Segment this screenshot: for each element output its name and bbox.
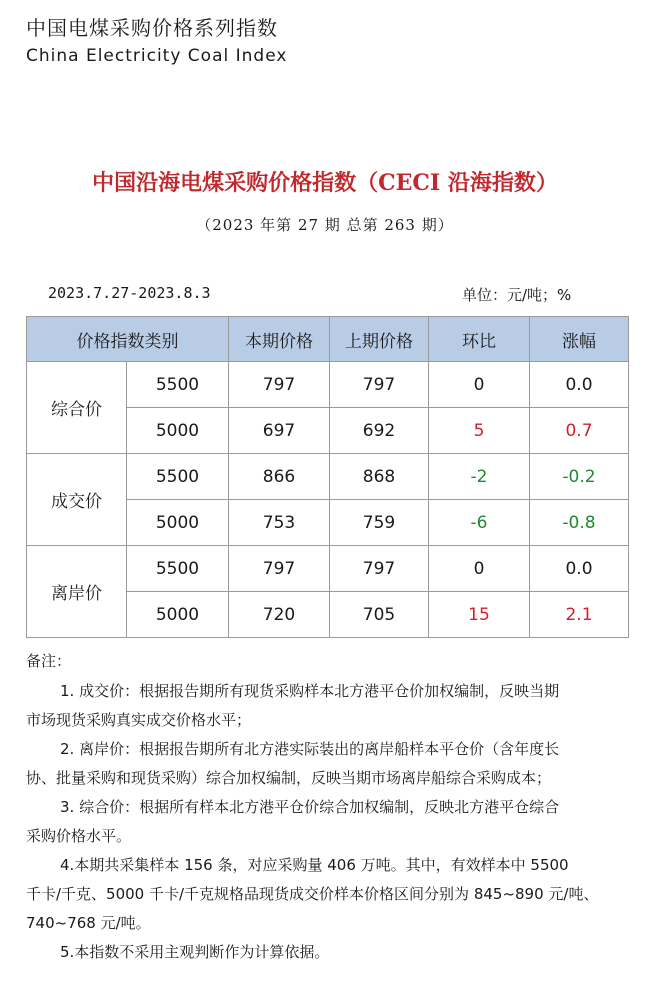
price-index-table — [26, 316, 629, 638]
previous-price-cell: 797 — [330, 362, 429, 408]
spec-cell: 5500 — [127, 454, 229, 500]
column-header: 上期价格 — [330, 317, 429, 362]
current-price-cell: 720 — [229, 592, 330, 638]
spec-cell: 5000 — [127, 408, 229, 454]
pct-cell: 0.7 — [530, 408, 629, 454]
spec-cell: 5500 — [127, 546, 229, 592]
column-header: 涨幅 — [530, 317, 629, 362]
note-item: 4.本期共采集样本 156 条，对应采购量 406 万吨。其中，有效样本中 5500 — [60, 856, 569, 874]
spec-cell: 5500 — [127, 362, 229, 408]
note-item: 2. 离岸价：根据报告期所有北方港实际装出的离岸船样本平仓价（含年度长 — [60, 740, 560, 758]
change-cell: -2 — [429, 454, 530, 500]
note-item: 1. 成交价：根据报告期所有现货采购样本北方港平仓价加权编制，反映当期 — [60, 682, 560, 700]
date-range: 2023.7.27-2023.8.3 — [48, 284, 211, 302]
report-issue: （2023 年第 27 期 总第 263 期） — [196, 216, 454, 234]
column-header: 价格指数类别 — [27, 317, 229, 362]
change-cell: 15 — [429, 592, 530, 638]
column-header: 环比 — [429, 317, 530, 362]
table-row — [27, 454, 629, 500]
pct-cell: -0.8 — [530, 500, 629, 546]
note-item-continuation: 采购价格水平。 — [26, 827, 132, 845]
report-title: 中国沿海电煤采购价格指数（CECI 沿海指数） — [92, 170, 558, 196]
table-row — [27, 546, 629, 592]
previous-price-cell: 759 — [330, 500, 429, 546]
previous-price-cell: 797 — [330, 546, 429, 592]
header-title-cn: 中国电煤采购价格系列指数 — [26, 16, 278, 40]
table-header-row — [27, 317, 629, 362]
current-price-cell: 697 — [229, 408, 330, 454]
previous-price-cell: 692 — [330, 408, 429, 454]
pct-cell: -0.2 — [530, 454, 629, 500]
note-item: 5.本指数不采用主观判断作为计算依据。 — [60, 943, 330, 961]
notes-section — [26, 647, 630, 967]
change-cell: -6 — [429, 500, 530, 546]
group-label: 综合价 — [27, 362, 127, 454]
unit-label: 单位：元/吨；% — [462, 286, 572, 304]
note-item: 3. 综合价：根据所有样本北方港平仓价综合加权编制，反映北方港平仓综合 — [60, 798, 560, 816]
current-price-cell: 866 — [229, 454, 330, 500]
note-item-continuation: 市场现货采购真实成交价格水平； — [26, 711, 252, 729]
pct-cell: 0.0 — [530, 546, 629, 592]
pct-cell: 0.0 — [530, 362, 629, 408]
change-cell: 5 — [429, 408, 530, 454]
pct-cell: 2.1 — [530, 592, 629, 638]
note-item-continuation: 协、批量采购和现货采购）综合加权编制，反映当期市场离岸船综合采购成本； — [26, 769, 552, 787]
current-price-cell: 753 — [229, 500, 330, 546]
header-title-en: China Electricity Coal Index — [26, 46, 288, 66]
current-price-cell: 797 — [229, 546, 330, 592]
note-item-continuation: 千卡/千克、5000 千卡/千克规格品现货成交价样本价格区间分别为 845~890 元/吨、740~768 元/吨。 — [26, 885, 599, 932]
group-label: 成交价 — [27, 454, 127, 546]
column-header: 本期价格 — [229, 317, 330, 362]
current-price-cell: 797 — [229, 362, 330, 408]
spec-cell: 5000 — [127, 500, 229, 546]
change-cell: 0 — [429, 546, 530, 592]
notes-label: 备注： — [26, 652, 72, 670]
table-row — [27, 362, 629, 408]
previous-price-cell: 868 — [330, 454, 429, 500]
group-label: 离岸价 — [27, 546, 127, 638]
previous-price-cell: 705 — [330, 592, 429, 638]
change-cell: 0 — [429, 362, 530, 408]
spec-cell: 5000 — [127, 592, 229, 638]
